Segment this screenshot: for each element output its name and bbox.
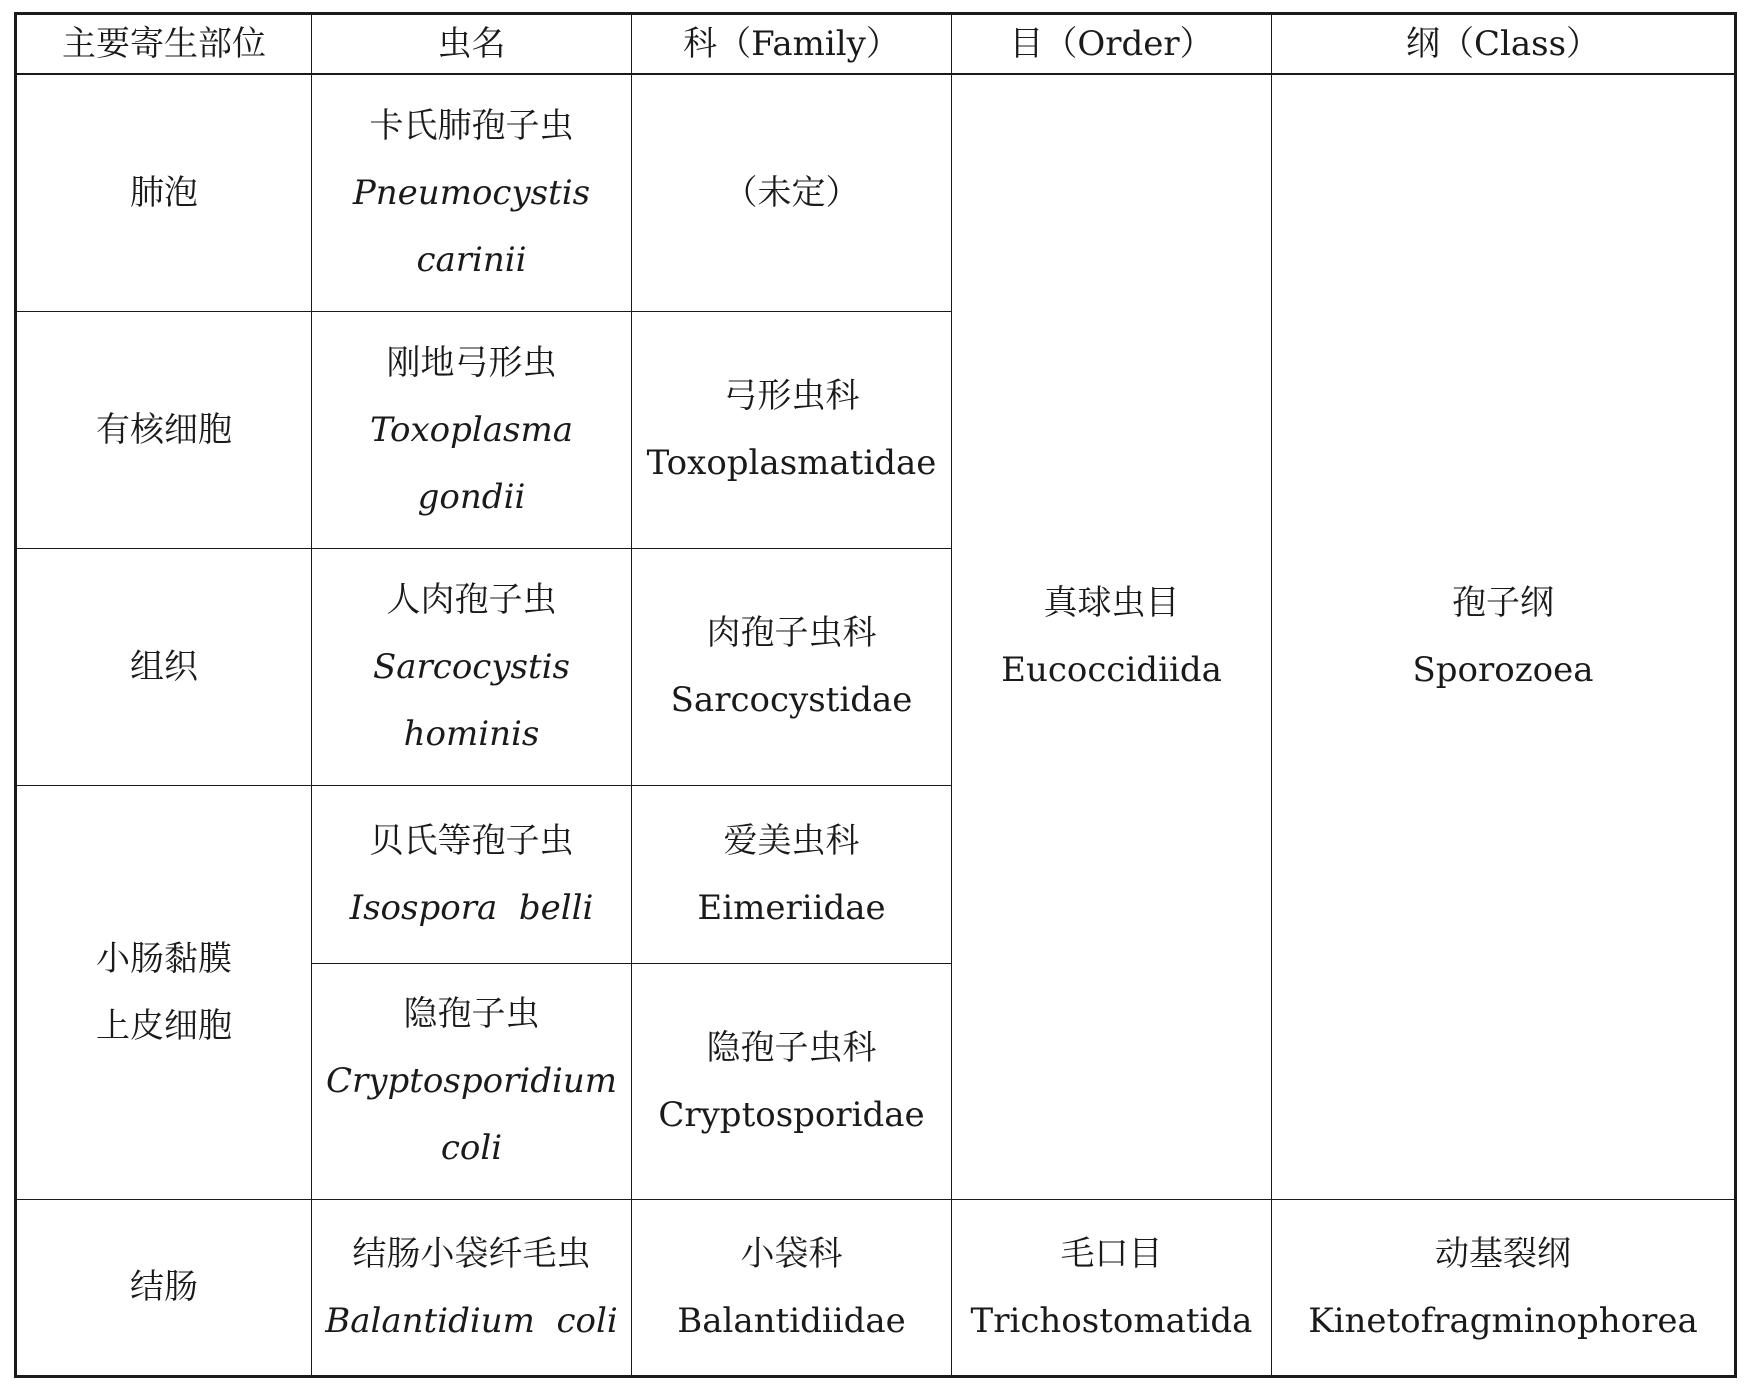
family-cell	[632, 312, 952, 549]
header-order: 目（Order）	[952, 14, 1272, 75]
site-text: 上皮细胞	[96, 1005, 232, 1046]
name-cn: 卡氏肺孢子虫	[369, 105, 574, 146]
name-cn: 结肠小袋纤毛虫	[352, 1233, 591, 1274]
order-cn: 毛口目	[1060, 1233, 1163, 1274]
name-latin: Cryptosporidium	[326, 1061, 617, 1101]
site-text: 有核细胞	[96, 409, 232, 450]
site-cell	[16, 1200, 312, 1377]
name-latin: gondii	[417, 476, 526, 517]
header-family: 科（Family）	[632, 14, 952, 75]
name-cn: 刚地弓形虫	[386, 342, 557, 383]
name-cn: 贝氏等孢子虫	[369, 820, 574, 861]
header-class: 纲（Class）	[1272, 14, 1736, 75]
site-text: 结肠	[130, 1267, 198, 1307]
name-latin: Pneumocystis	[352, 172, 591, 213]
name-cell	[312, 74, 632, 312]
table-row	[16, 1200, 1736, 1377]
site-cell	[16, 312, 312, 549]
family-en: Toxoplasmatidae	[646, 443, 937, 483]
class-merged-cell	[1272, 74, 1736, 1200]
family-en: Eimeriidae	[697, 887, 886, 928]
name-cell	[312, 964, 632, 1200]
class-en: Sporozoea	[1412, 650, 1594, 690]
family-cell	[632, 964, 952, 1200]
family-cn: 弓形虫科	[723, 376, 860, 416]
site-cell	[16, 549, 312, 786]
header-name: 虫名	[312, 14, 632, 75]
family-en: Sarcocystidae	[670, 680, 913, 720]
class-cell	[1272, 1200, 1736, 1377]
family-cn: 隐孢子虫科	[706, 1027, 877, 1068]
name-cn: 隐孢子虫	[403, 994, 540, 1034]
name-cell	[312, 549, 632, 786]
name-cell	[312, 786, 632, 964]
family-cn: 小袋科	[740, 1233, 843, 1274]
order-merged-cell	[952, 74, 1272, 1200]
family-en: Cryptosporidae	[658, 1094, 925, 1135]
class-cn: 动基裂纲	[1435, 1233, 1571, 1274]
family-cell	[632, 549, 952, 786]
order-cell	[952, 1200, 1272, 1377]
name-latin: Balantidium coli	[325, 1300, 618, 1341]
site-text: 组织	[130, 646, 198, 687]
site-cell	[16, 74, 312, 312]
family-cell	[632, 786, 952, 964]
parasite-classification-table	[14, 12, 1737, 1378]
name-latin: Isospora belli	[349, 887, 594, 928]
name-cell	[312, 312, 632, 549]
class-en: Kinetofragminophorea	[1308, 1300, 1698, 1341]
order-cn: 真球虫目	[1043, 583, 1180, 623]
name-latin: Toxoplasma	[369, 409, 574, 450]
name-latin: hominis	[403, 713, 540, 754]
header-site: 主要寄生部位	[16, 14, 312, 75]
table-row	[16, 74, 1736, 312]
family-cell	[632, 1200, 952, 1377]
site-text: 小肠黏膜	[96, 938, 232, 979]
family-cn: 爱美虫科	[723, 820, 860, 861]
header-row	[16, 14, 1736, 75]
site-text: 肺泡	[130, 172, 198, 213]
site-cell	[16, 786, 312, 1200]
order-en: Eucoccidiida	[1001, 650, 1222, 690]
name-cell	[312, 1200, 632, 1377]
name-latin: Sarcocystis	[372, 646, 570, 687]
family-text: （未定）	[723, 172, 860, 213]
order-en: Trichostomatida	[970, 1300, 1253, 1341]
name-latin: carinii	[416, 239, 527, 280]
name-latin: coli	[440, 1128, 503, 1168]
class-cn: 孢子纲	[1452, 583, 1554, 623]
family-en: Balantidiidae	[677, 1300, 906, 1341]
family-cell	[632, 74, 952, 312]
family-cn: 肉孢子虫科	[706, 613, 877, 653]
name-cn: 人肉孢子虫	[386, 579, 557, 620]
